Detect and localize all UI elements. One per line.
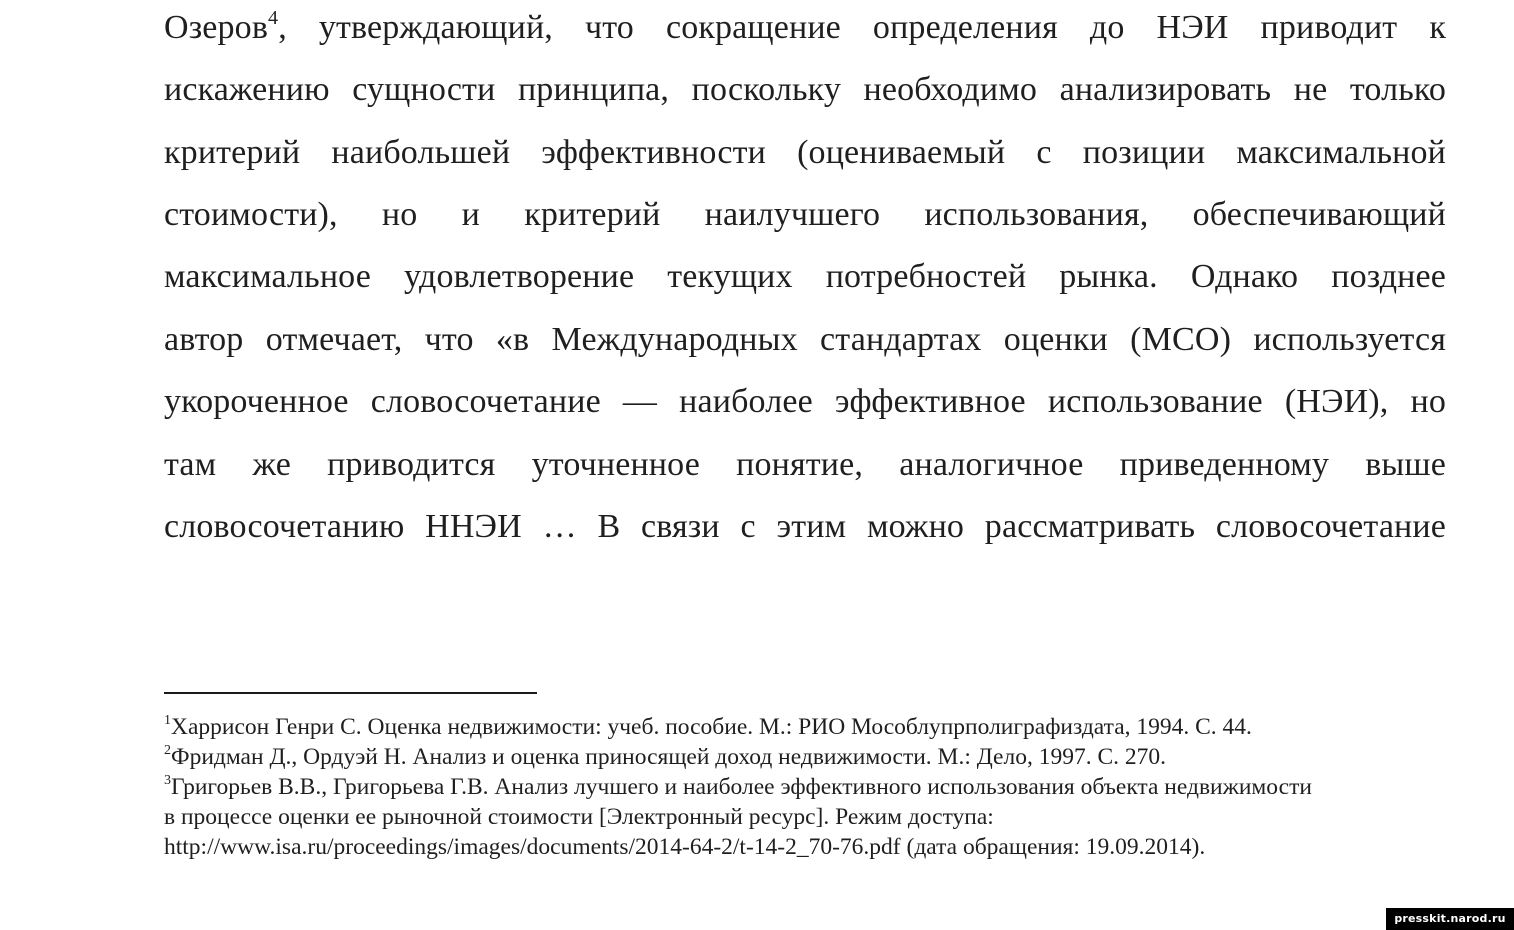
text-line-3: критерий наибольшей эффективности (оцениваемый с позиции максимальной [164,134,1446,171]
footnote-text: Харрисон Генри С. Оценка недвижимости: учеб. пособие. М.: РИО Мособлупрполиграфиздата, 1994. С. 44. [171,714,1252,740]
footnote-1 [164,712,1252,742]
text-line-5: максимальное удовлетворение текущих потребностей рынка. Однако позднее [164,258,1446,295]
text-line-7: укороченное словосочетание — наиболее эффективное использование (НЭИ), но [164,383,1446,420]
text-line-1 [164,8,1446,48]
text-line-2: искажению сущности принципа, поскольку необходимо анализировать не только [164,71,1446,108]
text-line-4: стоимости), но и критерий наилучшего использования, обеспечивающий [164,196,1446,233]
text-line-6: автор отмечает, что «в Международных стандартах оценки (МСО) используется [164,321,1446,358]
footnote-separator [164,692,537,694]
footnote-number: 2 [164,743,171,758]
footnote-text: Фридман Д., Ордуэй Н. Анализ и оценка приносящей доход недвижимости. М.: Дело, 1997. С. 270. [171,744,1166,770]
footnote-3-url[interactable]: http://www.isa.ru/proceedings/images/documents/2014-64-2/t-14-2_70-76.pdf (дата обращения: 19.09.2014). [164,834,1206,860]
footnote-text: Григорьев В.В., Григорьева Г.В. Анализ лучшего и наиболее эффективного использования объекта недвижимости [171,774,1312,800]
text-line-8: там же приводится уточненное понятие, аналогичное приведенному выше [164,446,1446,483]
watermark-label: presskit.narod.ru [1386,908,1514,930]
footnote-3-continuation: в процессе оценки ее рыночной стоимости [Электронный ресурс]. Режим доступа: [164,804,994,830]
footnote-3 [164,772,1312,802]
footnote-ref-4[interactable]: 4 [268,7,279,29]
footnote-number: 1 [164,713,171,728]
footnote-2 [164,742,1166,772]
text-line-1-rest: , утверждающий, что сокращение определения до НЭИ приводит к [278,9,1446,46]
text-line-9: словосочетанию ННЭИ … В связи с этим можно рассматривать словосочетание [164,508,1446,545]
author-name: Озеров [164,9,269,46]
footnote-number: 3 [164,773,171,788]
